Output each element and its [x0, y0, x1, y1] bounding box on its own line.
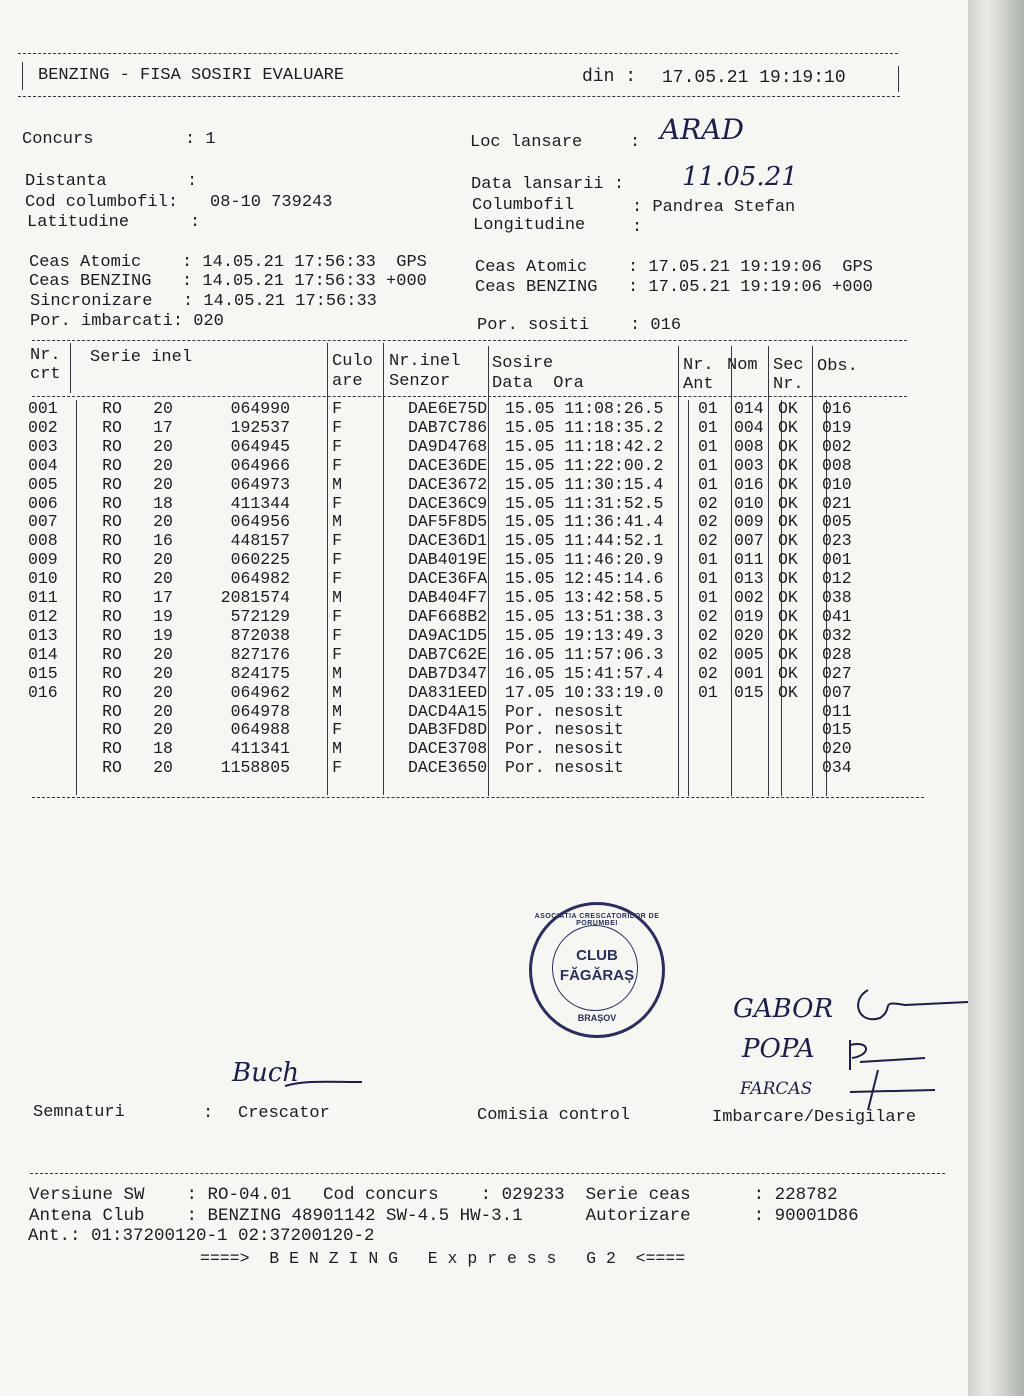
row-ant: 02	[698, 531, 718, 551]
row-obs: 007	[822, 682, 852, 702]
row-ant: 01	[698, 399, 718, 418]
row-nr: 010	[28, 569, 58, 589]
data-lansarii-handwritten: 11.05.21	[682, 162, 798, 192]
row-sec: OK	[778, 644, 798, 664]
row-nr: 003	[28, 436, 58, 456]
report-date-label: din :	[582, 67, 637, 87]
row-sex: F	[332, 720, 342, 740]
cod-columbofil-value: 08-10 739243	[210, 193, 333, 212]
row-nom: 010	[734, 493, 764, 513]
row-senzor: DACD4A15	[408, 701, 488, 721]
footer-ant: Ant.: 01:37200120-1 02:37200120-2	[28, 1226, 375, 1246]
row-sosire: Por. nesosit	[505, 701, 624, 721]
row-nr: 008	[28, 531, 58, 551]
row-nr: 007	[28, 512, 58, 532]
row-inel: 064990	[230, 399, 290, 418]
row-sex: M	[332, 512, 342, 532]
row-senzor: DACE36C9	[408, 493, 488, 513]
th-nr-inel: Nr.inel	[389, 352, 461, 371]
row-an: 20	[153, 569, 173, 589]
row-inel: 064978	[230, 701, 290, 721]
ceas-benzing-start: Ceas BENZING : 14.05.21 17:56:33 +000	[29, 272, 427, 291]
loc-lansare-handwritten: ARAD	[660, 113, 744, 146]
row-sosire: Por. nesosit	[505, 720, 624, 740]
row-sex: F	[332, 644, 342, 664]
row-sosire: 15.05 11:36:41.4	[505, 512, 664, 532]
row-sex: F	[332, 606, 342, 626]
th-culoare-b: are	[332, 372, 363, 391]
distanta-label: Distanta	[25, 172, 107, 191]
row-senzor: DA9AC1D5	[408, 625, 488, 645]
row-sex: F	[332, 569, 342, 589]
row-inel: 827176	[230, 644, 290, 664]
row-nr: 012	[28, 606, 58, 626]
row-sec: OK	[778, 493, 798, 513]
th-sec-a: Sec	[773, 356, 804, 375]
row-tara: RO	[102, 625, 122, 645]
row-an: 20	[153, 550, 173, 570]
row-obs: 038	[822, 588, 852, 608]
row-sex: F	[332, 417, 342, 437]
row-sex: F	[332, 550, 342, 570]
photo-background-edge	[962, 0, 1024, 1396]
row-sosire: 15.05 11:18:35.2	[505, 417, 664, 437]
row-an: 20	[153, 399, 173, 418]
row-ant: 01	[698, 455, 718, 475]
row-sosire: 15.05 13:51:38.3	[505, 606, 664, 626]
row-tara: RO	[102, 606, 122, 626]
row-obs: 008	[822, 455, 852, 475]
row-sosire: 15.05 11:22:00.2	[505, 455, 664, 475]
row-tara: RO	[102, 663, 122, 683]
porumbei-imbarcati: Por. imbarcati: 020	[30, 312, 224, 331]
row-senzor: DAB4019E	[408, 550, 488, 570]
row-sec: OK	[778, 550, 798, 570]
row-nom: 011	[734, 550, 764, 570]
ceas-atomic-end: Ceas Atomic : 17.05.21 19:19:06 GPS	[475, 258, 873, 277]
row-obs: 010	[822, 474, 852, 494]
row-an: 20	[153, 758, 173, 778]
row-tara: RO	[102, 436, 122, 456]
row-inel: 064956	[230, 512, 290, 532]
row-nom: 004	[734, 417, 764, 437]
row-obs: 028	[822, 644, 852, 664]
row-tara: RO	[102, 701, 122, 721]
th-crt: crt	[30, 365, 61, 384]
ceas-atomic-start: Ceas Atomic : 14.05.21 17:56:33 GPS	[29, 253, 427, 272]
row-obs: 001	[822, 550, 852, 570]
row-sec: OK	[778, 399, 798, 418]
row-sex: F	[332, 531, 342, 551]
row-senzor: DAF5F8D5	[408, 512, 488, 532]
row-an: 16	[153, 531, 173, 551]
row-sosire: 15.05 12:45:14.6	[505, 569, 664, 589]
row-obs: 019	[822, 417, 852, 437]
row-inel: 064973	[230, 474, 290, 494]
row-sec: OK	[778, 417, 798, 437]
th-data-ora: Data Ora	[492, 374, 584, 393]
row-nom: 008	[734, 436, 764, 456]
row-senzor: DA831EED	[408, 682, 488, 702]
row-nom: 013	[734, 569, 764, 589]
report-title: BENZING - FISA SOSIRI EVALUARE	[38, 66, 345, 85]
row-sec: OK	[778, 436, 798, 456]
semnaturi-label: Semnaturi	[33, 1103, 125, 1122]
ceas-benzing-end: Ceas BENZING : 17.05.21 19:19:06 +000	[475, 278, 873, 297]
row-nom: 020	[734, 625, 764, 645]
columbofil-value: : Pandrea Stefan	[632, 198, 796, 217]
cod-columbofil-label: Cod columbofil:	[25, 193, 179, 212]
row-senzor: DAB7C786	[408, 417, 488, 437]
th-culoare-a: Culo	[332, 352, 373, 371]
row-ant: 02	[698, 512, 718, 532]
th-serie-inel: Serie inel	[90, 348, 193, 367]
row-obs: 002	[822, 436, 852, 456]
row-an: 20	[153, 644, 173, 664]
row-an: 17	[153, 417, 173, 437]
th-senzor: Senzor	[389, 372, 451, 391]
row-an: 20	[153, 720, 173, 740]
row-tara: RO	[102, 455, 122, 475]
row-sex: F	[332, 399, 342, 418]
row-tara: RO	[102, 474, 122, 494]
row-obs: 020	[822, 739, 852, 759]
row-obs: 027	[822, 663, 852, 683]
latitudine-value: :	[190, 213, 201, 232]
row-nr: 015	[28, 663, 58, 683]
row-nom: 019	[734, 606, 764, 626]
row-sec: OK	[778, 682, 798, 702]
longitudine-label: Longitudine	[473, 216, 586, 235]
row-senzor: DAB7C62E	[408, 644, 488, 664]
porumbei-sositi: Por. sositi : 016	[477, 316, 682, 335]
row-nom: 015	[734, 682, 764, 702]
row-sec: OK	[778, 569, 798, 589]
row-sec: OK	[778, 625, 798, 645]
popa-signature: POPA	[742, 1034, 815, 1064]
farcas-signature: FARCAS	[740, 1079, 813, 1099]
row-sosire: 15.05 11:44:52.1	[505, 531, 664, 551]
row-sosire: 16.05 15:41:57.4	[505, 663, 664, 683]
row-inel: 872038	[230, 625, 290, 645]
th-nr-ant-a: Nr.	[683, 356, 714, 375]
row-sec: OK	[778, 474, 798, 494]
row-sex: M	[332, 588, 342, 608]
row-an: 20	[153, 436, 173, 456]
row-nr: 011	[28, 588, 58, 608]
row-an: 20	[153, 512, 173, 532]
row-nom: 007	[734, 531, 764, 551]
row-sosire: 16.05 11:57:06.3	[505, 644, 664, 664]
th-nom: Nom	[727, 356, 758, 375]
row-nr: 004	[28, 455, 58, 475]
row-sec: OK	[778, 531, 798, 551]
row-senzor: DACE3708	[408, 739, 488, 759]
row-obs: 032	[822, 625, 852, 645]
row-senzor: DAB3FD8D	[408, 720, 488, 740]
row-obs: 005	[822, 512, 852, 532]
th-nr-ant-b: Ant	[683, 375, 714, 394]
loc-lansare-sep: :	[630, 133, 641, 152]
row-senzor: DACE36FA	[408, 569, 488, 589]
row-an: 19	[153, 606, 173, 626]
row-sosire: Por. nesosit	[505, 758, 624, 778]
row-ant: 01	[698, 550, 718, 570]
row-sosire: Por. nesosit	[505, 739, 624, 759]
row-tara: RO	[102, 550, 122, 570]
row-an: 20	[153, 663, 173, 683]
row-ant: 02	[698, 663, 718, 683]
row-inel: 411344	[230, 493, 290, 513]
row-tara: RO	[102, 531, 122, 551]
row-inel: 064962	[230, 682, 290, 702]
row-nr: 009	[28, 550, 58, 570]
row-sec: OK	[778, 512, 798, 532]
stamp-outer-text: ASOCIATIA CRESCATORILOR DE PORUMBEI	[534, 913, 660, 927]
row-obs: 016	[822, 399, 852, 418]
row-nom: 002	[734, 588, 764, 608]
row-tara: RO	[102, 739, 122, 759]
row-ant: 01	[698, 474, 718, 494]
crescator-signature: Buch	[232, 1058, 300, 1088]
stamp-city: FĂGĂRAȘ	[559, 967, 635, 984]
row-senzor: DACE36DE	[408, 455, 488, 475]
row-senzor: DAF668B2	[408, 606, 488, 626]
row-nr: 006	[28, 493, 58, 513]
row-sosire: 15.05 11:31:52.5	[505, 493, 664, 513]
row-an: 19	[153, 625, 173, 645]
semnaturi-sep: :	[203, 1104, 214, 1123]
row-an: 20	[153, 474, 173, 494]
row-ant: 01	[698, 588, 718, 608]
row-inel: 064945	[230, 436, 290, 456]
footer-versiune: Versiune SW : RO-04.01 Cod concurs : 029233 Serie ceas : 228782	[29, 1185, 838, 1205]
footer-antena: Antena Club : BENZING 48901142 SW-4.5 HW-3.1 Autorizare : 90001D86	[29, 1206, 859, 1226]
row-an: 17	[153, 588, 173, 608]
stamp-club: CLUB	[576, 947, 618, 964]
row-sex: F	[332, 455, 342, 475]
stamp-bottom: BRAȘOV	[577, 1013, 617, 1023]
row-an: 20	[153, 701, 173, 721]
row-tara: RO	[102, 644, 122, 664]
footer-express: ====> B E N Z I N G E x p r e s s G 2 <====	[200, 1249, 686, 1268]
row-sex: M	[332, 739, 342, 759]
row-nom: 003	[734, 455, 764, 475]
latitudine-label: Latitudine	[27, 213, 130, 232]
row-nr: 013	[28, 625, 58, 645]
row-inel: 064982	[230, 569, 290, 589]
row-sec: OK	[778, 455, 798, 475]
row-senzor: DAE6E75D	[408, 399, 488, 418]
row-nom: 001	[734, 663, 764, 683]
row-tara: RO	[102, 512, 122, 532]
row-senzor: DAB7D347	[408, 663, 488, 683]
row-senzor: DA9D4768	[408, 436, 488, 456]
loc-lansare-label: Loc lansare	[470, 133, 583, 152]
gabor-signature: GABOR	[733, 994, 834, 1024]
row-an: 20	[153, 455, 173, 475]
row-nr: 002	[28, 417, 58, 437]
row-inel: 572129	[230, 606, 290, 626]
row-senzor: DACE3672	[408, 474, 488, 494]
row-sex: F	[332, 625, 342, 645]
longitudine-value: :	[632, 218, 643, 237]
row-tara: RO	[102, 720, 122, 740]
row-sec: OK	[778, 588, 798, 608]
row-tara: RO	[102, 758, 122, 778]
row-sex: M	[332, 682, 342, 702]
report-date: 17.05.21 19:19:10	[662, 68, 846, 88]
row-sec: OK	[778, 663, 798, 683]
row-senzor: DACE36D1	[408, 531, 488, 551]
row-inel: 2081574	[220, 588, 290, 608]
data-lansarii-label: Data lansarii :	[471, 175, 625, 194]
row-ant: 02	[698, 493, 718, 513]
crescator-label: Crescator	[238, 1104, 330, 1123]
row-inel: 1158805	[220, 758, 290, 778]
row-obs: 012	[822, 569, 852, 589]
comisia-control-label: Comisia control	[477, 1106, 631, 1125]
row-ant: 01	[698, 682, 718, 702]
row-an: 18	[153, 493, 173, 513]
row-inel: 411341	[230, 739, 290, 759]
columbofil-label: Columbofil	[472, 196, 575, 215]
row-sex: F	[332, 758, 342, 778]
row-ant: 02	[698, 606, 718, 626]
row-sec: OK	[778, 606, 798, 626]
row-sosire: 15.05 11:30:15.4	[505, 474, 664, 494]
footer-rule	[30, 1173, 945, 1174]
row-sex: F	[332, 493, 342, 513]
row-ant: 02	[698, 625, 718, 645]
row-obs: 021	[822, 493, 852, 513]
row-tara: RO	[102, 493, 122, 513]
th-sosire: Sosire	[492, 354, 554, 373]
row-inel: 060225	[230, 550, 290, 570]
th-obs: Obs.	[817, 357, 858, 376]
th-sec-b: Nr.	[773, 375, 804, 394]
row-nr: 001	[28, 399, 58, 418]
row-inel: 064966	[230, 455, 290, 475]
row-sosire: 15.05 13:42:58.5	[505, 588, 664, 608]
row-inel: 824175	[230, 663, 290, 683]
row-sex: M	[332, 474, 342, 494]
row-obs: 015	[822, 720, 852, 740]
row-obs: 041	[822, 606, 852, 626]
row-nom: 009	[734, 512, 764, 532]
row-sosire: 15.05 19:13:49.3	[505, 625, 664, 645]
row-senzor: DACE3650	[408, 758, 488, 778]
row-tara: RO	[102, 399, 122, 418]
row-nom: 016	[734, 474, 764, 494]
row-nr: 016	[28, 682, 58, 702]
row-obs: 011	[822, 701, 852, 721]
row-tara: RO	[102, 682, 122, 702]
row-tara: RO	[102, 417, 122, 437]
row-sex: F	[332, 436, 342, 456]
distanta-value: :	[187, 172, 198, 191]
row-obs: 023	[822, 531, 852, 551]
concurs-value: : 1	[185, 130, 216, 149]
row-inel: 448157	[230, 531, 290, 551]
row-senzor: DAB404F7	[408, 588, 488, 608]
row-sex: M	[332, 701, 342, 721]
row-obs: 034	[822, 758, 852, 778]
row-sosire: 15.05 11:18:42.2	[505, 436, 664, 456]
row-an: 20	[153, 682, 173, 702]
row-sex: M	[332, 663, 342, 683]
row-nom: 014	[734, 399, 764, 418]
row-ant: 01	[698, 436, 718, 456]
row-tara: RO	[102, 588, 122, 608]
row-ant: 02	[698, 644, 718, 664]
row-ant: 01	[698, 417, 718, 437]
row-nr: 014	[28, 644, 58, 664]
row-sosire: 15.05 11:46:20.9	[505, 550, 664, 570]
concurs-label: Concurs	[22, 130, 94, 149]
row-inel: 064988	[230, 720, 290, 740]
row-inel: 192537	[230, 417, 290, 437]
row-sosire: 15.05 11:08:26.5	[505, 399, 664, 418]
row-nom: 005	[734, 644, 764, 664]
sincronizare: Sincronizare : 14.05.21 17:56:33	[30, 292, 377, 311]
th-nr: Nr.	[30, 346, 61, 365]
row-nr: 005	[28, 474, 58, 494]
row-an: 18	[153, 739, 173, 759]
row-sosire: 17.05 10:33:19.0	[505, 682, 664, 702]
row-ant: 01	[698, 569, 718, 589]
imbarcare-label: Imbarcare/Desigilare	[712, 1108, 917, 1127]
row-tara: RO	[102, 569, 122, 589]
